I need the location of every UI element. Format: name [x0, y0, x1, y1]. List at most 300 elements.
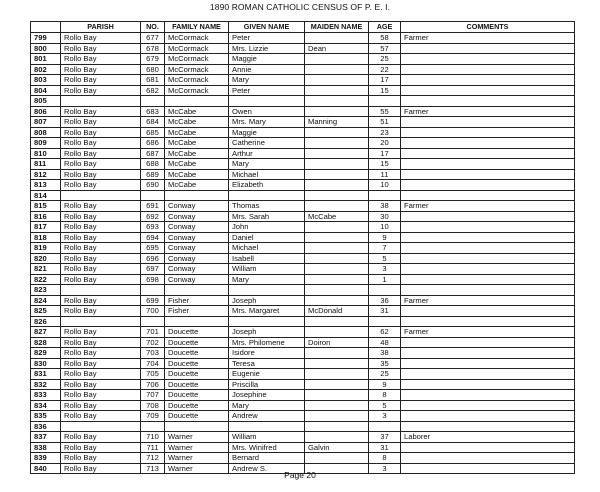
table-row [31, 232, 575, 243]
cell-age: 8 [369, 390, 401, 401]
cell-comments [401, 379, 575, 390]
cell-no: 695 [141, 243, 165, 254]
table-row [31, 358, 575, 369]
cell-given-name: Maggie [229, 54, 305, 65]
cell-age: 11 [369, 169, 401, 180]
cell-age: 31 [369, 306, 401, 317]
cell-parish: Rollo Bay [61, 264, 141, 275]
cell-family-name: Warner [165, 432, 229, 443]
cell-maiden-name [305, 201, 369, 212]
table-row [31, 106, 575, 117]
cell-maiden-name [305, 75, 369, 86]
cell-maiden-name [305, 127, 369, 138]
cell-entry-number: 829 [31, 348, 61, 359]
cell-maiden-name: Doiron [305, 337, 369, 348]
table-row [31, 64, 575, 75]
cell-entry-number: 820 [31, 253, 61, 264]
cell-given-name [229, 96, 305, 107]
cell-entry-number: 810 [31, 148, 61, 159]
cell-maiden-name [305, 169, 369, 180]
cell-entry-number: 833 [31, 390, 61, 401]
cell-comments [401, 169, 575, 180]
cell-age: 62 [369, 327, 401, 338]
cell-entry-number: 805 [31, 96, 61, 107]
cell-family-name: Conway [165, 253, 229, 264]
cell-entry-number: 834 [31, 400, 61, 411]
table-row [31, 243, 575, 254]
cell-maiden-name: Manning [305, 117, 369, 128]
table-row [31, 190, 575, 201]
cell-maiden-name [305, 285, 369, 296]
cell-maiden-name [305, 106, 369, 117]
cell-no: 702 [141, 337, 165, 348]
cell-age: 3 [369, 411, 401, 422]
cell-entry-number: 828 [31, 337, 61, 348]
header-row [31, 22, 575, 33]
cell-no: 709 [141, 411, 165, 422]
cell-no: 694 [141, 232, 165, 243]
cell-maiden-name [305, 222, 369, 233]
header-no: NO. [141, 22, 165, 33]
cell-age: 5 [369, 400, 401, 411]
cell-parish: Rollo Bay [61, 337, 141, 348]
cell-entry-number: 813 [31, 180, 61, 191]
table-row [31, 127, 575, 138]
cell-family-name: Doucette [165, 379, 229, 390]
cell-entry-number: 822 [31, 274, 61, 285]
census-table [30, 21, 575, 474]
cell-family-name: Doucette [165, 348, 229, 359]
cell-parish: Rollo Bay [61, 106, 141, 117]
cell-given-name: Mrs. Philomene [229, 337, 305, 348]
cell-family-name: Warner [165, 463, 229, 474]
cell-family-name [165, 285, 229, 296]
cell-given-name: Priscilla [229, 379, 305, 390]
cell-age: 55 [369, 106, 401, 117]
cell-given-name: Michael [229, 169, 305, 180]
cell-given-name: Mrs. Winifred [229, 442, 305, 453]
page-number: Page 20 [284, 470, 316, 480]
cell-family-name: Warner [165, 442, 229, 453]
cell-given-name: Maggie [229, 127, 305, 138]
cell-entry-number: 816 [31, 211, 61, 222]
table-row [31, 96, 575, 107]
cell-parish [61, 96, 141, 107]
cell-age: 25 [369, 54, 401, 65]
cell-given-name: Andrew S. [229, 463, 305, 474]
cell-age: 51 [369, 117, 401, 128]
cell-parish: Rollo Bay [61, 453, 141, 464]
cell-parish: Rollo Bay [61, 201, 141, 212]
table-row [31, 253, 575, 264]
cell-given-name: Mary [229, 159, 305, 170]
cell-comments [401, 411, 575, 422]
cell-comments: Farmer [401, 201, 575, 212]
cell-given-name: Joseph [229, 295, 305, 306]
table-row [31, 117, 575, 128]
cell-no: 684 [141, 117, 165, 128]
cell-comments [401, 390, 575, 401]
cell-comments: Farmer [401, 33, 575, 44]
cell-given-name: Mary [229, 75, 305, 86]
cell-family-name: Doucette [165, 369, 229, 380]
cell-family-name: McCabe [165, 117, 229, 128]
cell-no [141, 421, 165, 432]
cell-age [369, 96, 401, 107]
cell-comments: Farmer [401, 106, 575, 117]
cell-family-name: Fisher [165, 306, 229, 317]
cell-no: 698 [141, 274, 165, 285]
cell-parish: Rollo Bay [61, 54, 141, 65]
cell-entry-number: 799 [31, 33, 61, 44]
cell-entry-number: 818 [31, 232, 61, 243]
table-row [31, 211, 575, 222]
cell-age [369, 421, 401, 432]
table-row [31, 316, 575, 327]
cell-maiden-name [305, 358, 369, 369]
cell-given-name: Thomas [229, 201, 305, 212]
cell-comments [401, 64, 575, 75]
cell-parish: Rollo Bay [61, 43, 141, 54]
cell-given-name: Peter [229, 33, 305, 44]
cell-entry-number: 806 [31, 106, 61, 117]
cell-entry-number: 826 [31, 316, 61, 327]
cell-parish: Rollo Bay [61, 180, 141, 191]
cell-no: 706 [141, 379, 165, 390]
cell-family-name: Conway [165, 211, 229, 222]
cell-entry-number: 824 [31, 295, 61, 306]
cell-given-name: Mary [229, 274, 305, 285]
table-row [31, 306, 575, 317]
cell-entry-number: 809 [31, 138, 61, 149]
cell-given-name: Josephine [229, 390, 305, 401]
cell-no: 699 [141, 295, 165, 306]
table-row [31, 180, 575, 191]
cell-given-name: Arthur [229, 148, 305, 159]
cell-no: 689 [141, 169, 165, 180]
cell-entry-number: 800 [31, 43, 61, 54]
cell-parish: Rollo Bay [61, 369, 141, 380]
cell-given-name: Bernard [229, 453, 305, 464]
cell-entry-number: 808 [31, 127, 61, 138]
cell-age: 31 [369, 442, 401, 453]
cell-age: 58 [369, 33, 401, 44]
table-row [31, 442, 575, 453]
cell-given-name: Eugenie [229, 369, 305, 380]
cell-comments [401, 264, 575, 275]
cell-family-name: Conway [165, 274, 229, 285]
table-row [31, 54, 575, 65]
cell-no: 697 [141, 264, 165, 275]
cell-age: 20 [369, 138, 401, 149]
cell-entry-number: 817 [31, 222, 61, 233]
cell-age: 5 [369, 253, 401, 264]
header-age: AGE [369, 22, 401, 33]
cell-given-name: Michael [229, 243, 305, 254]
cell-family-name: Doucette [165, 337, 229, 348]
cell-comments [401, 117, 575, 128]
cell-age: 1 [369, 274, 401, 285]
table-row [31, 432, 575, 443]
table-row [31, 274, 575, 285]
cell-entry-number: 815 [31, 201, 61, 212]
cell-family-name: Fisher [165, 295, 229, 306]
cell-parish: Rollo Bay [61, 75, 141, 86]
cell-comments [401, 127, 575, 138]
cell-maiden-name: McCabe [305, 211, 369, 222]
cell-no: 703 [141, 348, 165, 359]
cell-given-name: Andrew [229, 411, 305, 422]
cell-comments [401, 285, 575, 296]
cell-family-name: McCormack [165, 54, 229, 65]
table-row [31, 148, 575, 159]
cell-entry-number: 825 [31, 306, 61, 317]
cell-comments [401, 75, 575, 86]
cell-age: 57 [369, 43, 401, 54]
cell-entry-number: 840 [31, 463, 61, 474]
cell-no: 701 [141, 327, 165, 338]
cell-comments: Farmer [401, 295, 575, 306]
cell-parish: Rollo Bay [61, 243, 141, 254]
cell-no: 713 [141, 463, 165, 474]
cell-entry-number: 838 [31, 442, 61, 453]
cell-given-name: William [229, 432, 305, 443]
cell-family-name: McCabe [165, 127, 229, 138]
cell-parish: Rollo Bay [61, 127, 141, 138]
cell-given-name: Joseph [229, 327, 305, 338]
cell-age: 36 [369, 295, 401, 306]
table-row [31, 369, 575, 380]
cell-family-name: McCormack [165, 75, 229, 86]
cell-parish: Rollo Bay [61, 159, 141, 170]
cell-comments [401, 43, 575, 54]
cell-family-name: Doucette [165, 358, 229, 369]
cell-age: 35 [369, 358, 401, 369]
cell-parish: Rollo Bay [61, 400, 141, 411]
cell-no: 679 [141, 54, 165, 65]
cell-parish [61, 316, 141, 327]
cell-maiden-name: Dean [305, 43, 369, 54]
cell-entry-number: 839 [31, 453, 61, 464]
cell-parish [61, 421, 141, 432]
cell-comments [401, 232, 575, 243]
cell-no: 710 [141, 432, 165, 443]
cell-no: 691 [141, 201, 165, 212]
cell-comments [401, 211, 575, 222]
cell-parish: Rollo Bay [61, 306, 141, 317]
cell-parish: Rollo Bay [61, 348, 141, 359]
cell-no: 677 [141, 33, 165, 44]
cell-maiden-name [305, 369, 369, 380]
table-row [31, 222, 575, 233]
cell-comments [401, 358, 575, 369]
table-row [31, 400, 575, 411]
cell-entry-number: 837 [31, 432, 61, 443]
cell-given-name [229, 316, 305, 327]
table-row [31, 33, 575, 44]
table-row [31, 337, 575, 348]
cell-given-name: Isabell [229, 253, 305, 264]
cell-age: 38 [369, 201, 401, 212]
cell-comments [401, 453, 575, 464]
cell-family-name: McCabe [165, 148, 229, 159]
cell-age: 23 [369, 127, 401, 138]
cell-entry-number: 836 [31, 421, 61, 432]
cell-maiden-name [305, 33, 369, 44]
cell-parish: Rollo Bay [61, 232, 141, 243]
cell-given-name: Mrs. Margaret [229, 306, 305, 317]
cell-family-name [165, 316, 229, 327]
cell-parish: Rollo Bay [61, 390, 141, 401]
table-row [31, 390, 575, 401]
table-row [31, 285, 575, 296]
cell-no: 688 [141, 159, 165, 170]
cell-parish: Rollo Bay [61, 138, 141, 149]
cell-no: 707 [141, 390, 165, 401]
cell-entry-number: 814 [31, 190, 61, 201]
cell-family-name: Doucette [165, 411, 229, 422]
cell-comments [401, 148, 575, 159]
cell-parish: Rollo Bay [61, 33, 141, 44]
cell-comments [401, 400, 575, 411]
cell-given-name: Catherine [229, 138, 305, 149]
table-row [31, 421, 575, 432]
cell-family-name: Conway [165, 232, 229, 243]
cell-given-name: John [229, 222, 305, 233]
cell-entry-number: 831 [31, 369, 61, 380]
table-row [31, 327, 575, 338]
cell-parish: Rollo Bay [61, 148, 141, 159]
cell-parish: Rollo Bay [61, 411, 141, 422]
cell-maiden-name [305, 190, 369, 201]
cell-maiden-name [305, 348, 369, 359]
cell-parish: Rollo Bay [61, 169, 141, 180]
cell-comments [401, 190, 575, 201]
header-given-name: GIVEN NAME [229, 22, 305, 33]
header-family-name: FAMILY NAME [165, 22, 229, 33]
cell-parish [61, 190, 141, 201]
cell-maiden-name [305, 180, 369, 191]
cell-family-name: McCormack [165, 43, 229, 54]
page-title: 1890 ROMAN CATHOLIC CENSUS OF P. E. I. [209, 2, 391, 12]
cell-parish: Rollo Bay [61, 274, 141, 285]
cell-given-name: Daniel [229, 232, 305, 243]
cell-comments [401, 306, 575, 317]
cell-age [369, 190, 401, 201]
cell-given-name: William [229, 264, 305, 275]
cell-maiden-name [305, 411, 369, 422]
cell-entry-number: 804 [31, 85, 61, 96]
cell-family-name: McCabe [165, 180, 229, 191]
cell-no [141, 316, 165, 327]
cell-family-name [165, 421, 229, 432]
cell-entry-number: 835 [31, 411, 61, 422]
cell-family-name [165, 190, 229, 201]
table-row [31, 201, 575, 212]
cell-maiden-name [305, 390, 369, 401]
cell-maiden-name [305, 400, 369, 411]
table-row [31, 43, 575, 54]
cell-parish: Rollo Bay [61, 432, 141, 443]
cell-given-name: Teresa [229, 358, 305, 369]
table-row [31, 75, 575, 86]
cell-age: 10 [369, 222, 401, 233]
cell-age: 48 [369, 337, 401, 348]
cell-entry-number: 801 [31, 54, 61, 65]
cell-maiden-name [305, 432, 369, 443]
cell-family-name: McCabe [165, 169, 229, 180]
cell-family-name: McCormack [165, 85, 229, 96]
cell-entry-number: 832 [31, 379, 61, 390]
cell-maiden-name: Galvin [305, 442, 369, 453]
table-row [31, 138, 575, 149]
cell-given-name: Annie [229, 64, 305, 75]
cell-maiden-name [305, 379, 369, 390]
cell-parish: Rollo Bay [61, 253, 141, 264]
cell-no: 683 [141, 106, 165, 117]
cell-family-name: Doucette [165, 327, 229, 338]
cell-comments [401, 316, 575, 327]
cell-parish: Rollo Bay [61, 442, 141, 453]
cell-entry-number: 830 [31, 358, 61, 369]
cell-entry-number: 811 [31, 159, 61, 170]
cell-parish: Rollo Bay [61, 64, 141, 75]
cell-maiden-name [305, 274, 369, 285]
cell-given-name: Isidore [229, 348, 305, 359]
cell-given-name: Owen [229, 106, 305, 117]
cell-given-name [229, 285, 305, 296]
cell-given-name: Mrs. Lizzie [229, 43, 305, 54]
cell-maiden-name [305, 421, 369, 432]
cell-maiden-name [305, 138, 369, 149]
cell-family-name: McCormack [165, 33, 229, 44]
cell-family-name: Warner [165, 453, 229, 464]
cell-no: 705 [141, 369, 165, 380]
cell-maiden-name [305, 295, 369, 306]
table-row [31, 85, 575, 96]
cell-age: 3 [369, 463, 401, 474]
cell-parish: Rollo Bay [61, 379, 141, 390]
cell-age: 25 [369, 369, 401, 380]
cell-comments [401, 180, 575, 191]
cell-no: 700 [141, 306, 165, 317]
cell-comments [401, 159, 575, 170]
cell-comments [401, 243, 575, 254]
cell-maiden-name [305, 253, 369, 264]
cell-maiden-name [305, 264, 369, 275]
cell-entry-number: 803 [31, 75, 61, 86]
cell-no: 678 [141, 43, 165, 54]
cell-maiden-name [305, 96, 369, 107]
cell-comments: Farmer [401, 327, 575, 338]
cell-comments [401, 442, 575, 453]
cell-given-name: Mrs. Sarah [229, 211, 305, 222]
cell-maiden-name [305, 316, 369, 327]
cell-age: 15 [369, 85, 401, 96]
cell-family-name: Doucette [165, 390, 229, 401]
cell-maiden-name [305, 54, 369, 65]
cell-parish [61, 285, 141, 296]
cell-maiden-name [305, 148, 369, 159]
cell-maiden-name [305, 453, 369, 464]
header-comments: COMMENTS [401, 22, 575, 33]
cell-parish: Rollo Bay [61, 295, 141, 306]
cell-maiden-name [305, 159, 369, 170]
cell-maiden-name [305, 64, 369, 75]
cell-maiden-name [305, 243, 369, 254]
cell-family-name: McCabe [165, 106, 229, 117]
cell-family-name [165, 96, 229, 107]
